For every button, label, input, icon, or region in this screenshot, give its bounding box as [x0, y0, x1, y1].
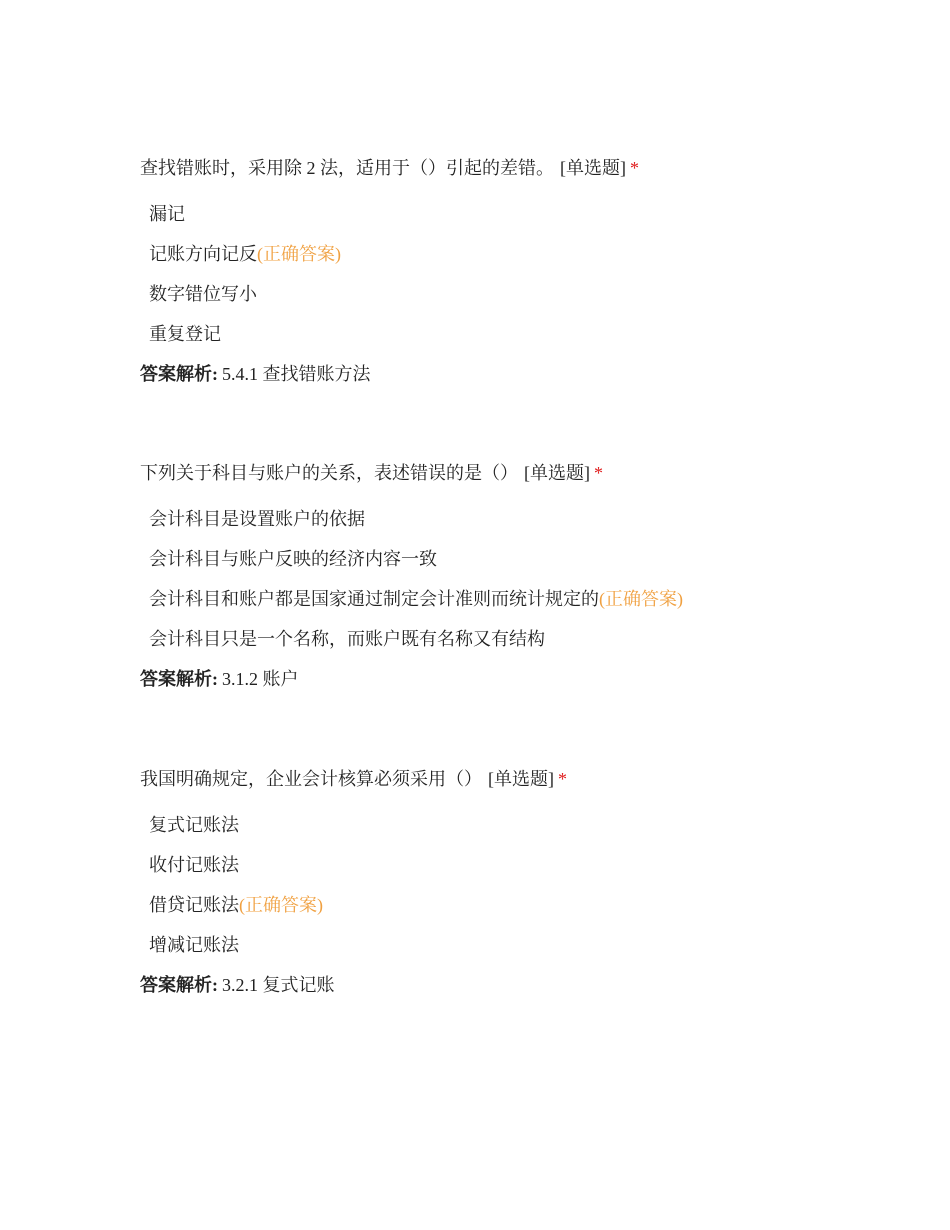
option-item[interactable] [140, 282, 900, 306]
analysis-label: 答案解析: [140, 669, 218, 689]
question-text: 查找错账时，采用除 2 法，适用于（）引起的差错。 [140, 158, 554, 178]
question-card [140, 767, 900, 997]
question-text: 我国明确规定，企业会计核算必须采用（） [140, 769, 482, 789]
option-text: 重复登记 [149, 324, 221, 344]
question-card [140, 461, 900, 691]
option-item[interactable] [140, 813, 900, 837]
correct-answer-tag: (正确答案) [257, 244, 341, 264]
option-text: 会计科目只是一个名称，而账户既有名称又有结构 [149, 629, 545, 649]
option-item[interactable] [140, 587, 900, 611]
option-list [140, 813, 900, 957]
option-item[interactable] [140, 627, 900, 651]
question-type-label: [单选题] [560, 158, 626, 178]
option-item[interactable] [140, 853, 900, 877]
option-list [140, 202, 900, 346]
analysis-text: 5.4.1 查找错账方法 [222, 364, 371, 384]
option-text: 漏记 [149, 204, 185, 224]
option-item[interactable] [140, 507, 900, 531]
analysis-text: 3.2.1 复式记账 [222, 975, 335, 995]
question-title [140, 461, 900, 485]
option-text: 收付记账法 [149, 855, 239, 875]
question-title [140, 156, 900, 180]
option-item[interactable] [140, 893, 900, 917]
option-text: 数字错位写小 [149, 284, 257, 304]
question-card [140, 156, 900, 386]
option-item[interactable] [140, 933, 900, 957]
required-star: * [558, 769, 567, 789]
option-text: 增减记账法 [149, 935, 239, 955]
answer-analysis [140, 667, 900, 691]
option-text: 会计科目和账户都是国家通过制定会计准则而统计规定的 [149, 589, 599, 609]
option-list [140, 507, 900, 651]
option-item[interactable] [140, 322, 900, 346]
option-text: 会计科目与账户反映的经济内容一致 [149, 549, 437, 569]
option-text: 会计科目是设置账户的依据 [149, 509, 365, 529]
question-text: 下列关于科目与账户的关系，表述错误的是（） [140, 463, 518, 483]
required-star: * [594, 463, 603, 483]
option-text: 记账方向记反 [149, 244, 257, 264]
analysis-label: 答案解析: [140, 975, 218, 995]
option-text: 复式记账法 [149, 815, 239, 835]
analysis-label: 答案解析: [140, 364, 218, 384]
question-type-label: [单选题] [524, 463, 590, 483]
option-item[interactable] [140, 242, 900, 266]
option-item[interactable] [140, 547, 900, 571]
option-item[interactable] [140, 202, 900, 226]
correct-answer-tag: (正确答案) [599, 589, 683, 609]
question-type-label: [单选题] [488, 769, 554, 789]
answer-analysis [140, 973, 900, 997]
analysis-text: 3.1.2 账户 [222, 669, 299, 689]
required-star: * [630, 158, 639, 178]
option-text: 借贷记账法 [149, 895, 239, 915]
answer-analysis [140, 362, 900, 386]
question-title [140, 767, 900, 791]
correct-answer-tag: (正确答案) [239, 895, 323, 915]
